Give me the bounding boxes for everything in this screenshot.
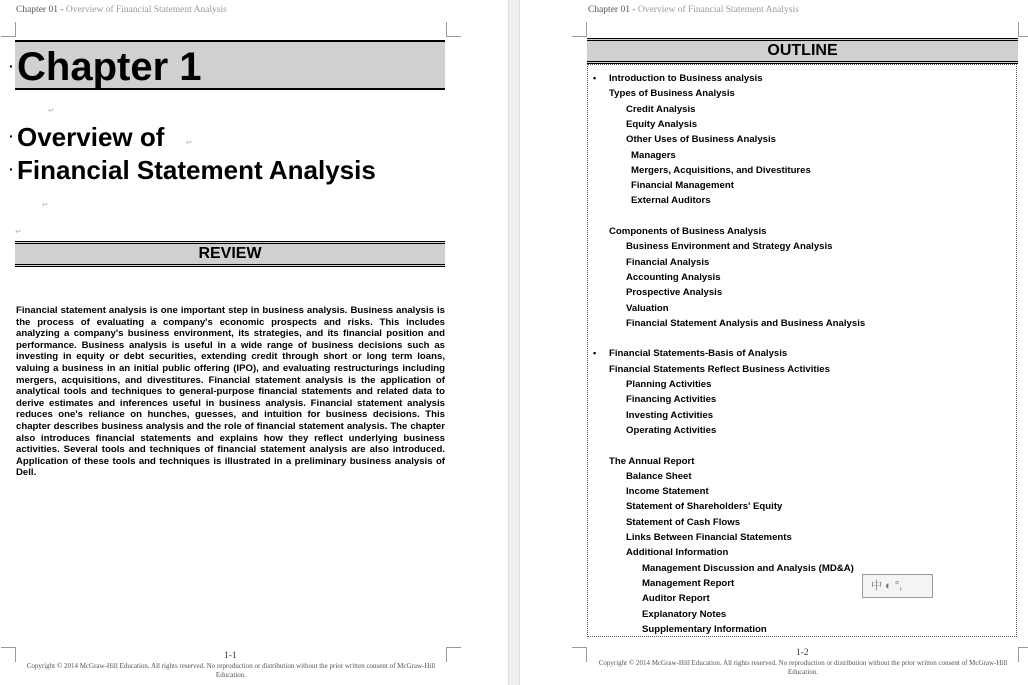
outline-item[interactable]: Introduction to Business analysis	[609, 73, 763, 84]
outline-item[interactable]: Management Discussion and Analysis (MD&A)	[642, 562, 854, 574]
paragraph-mark-icon: ·	[9, 161, 14, 177]
outline-item[interactable]: The Annual Report	[609, 455, 695, 467]
outline-item[interactable]: Auditor Report	[642, 593, 710, 605]
outline-item[interactable]: Equity Analysis	[626, 118, 698, 130]
outline-item[interactable]: External Auditors	[631, 195, 711, 207]
crop-mark-bottom-right	[446, 647, 461, 662]
outline-item[interactable]: Valuation	[626, 302, 669, 314]
crop-mark-top-left	[572, 22, 587, 37]
outline-item[interactable]: Explanatory Notes	[642, 608, 727, 620]
return-mark-icon: ↵	[48, 106, 55, 115]
return-mark-icon: ↵	[42, 200, 49, 209]
chapter-title-band	[15, 40, 445, 90]
ime-toolbar-label: 中 ◐ °,	[871, 580, 903, 592]
crop-mark-bottom-right	[1018, 647, 1028, 662]
crop-mark-top-left	[1, 22, 16, 37]
outline-item[interactable]: Financial Management	[631, 180, 734, 192]
header-subtitle: Overview of Financial Statement Analysis	[65, 5, 227, 15]
review-paragraph[interactable]: Financial statement analysis is one important step in business analysis. Business analysis is the process of evaluating a company's economic prospects and risks. This includes analyzing a company's business environment, its strategies, and its financial position and performance. Business analysis is useful in a wide range of business decisions such as investing in equity or debt securities, extending credit through short or long term loans, valuing a business in an initial public offering (IPO), and evaluating restructurings including mergers, acquisitions, and divestitures. Financial statement analysis is the application of analytical tools and techniques to general-purpose financial statements and related data to derive estimates and inferences useful in business analysis. Financial statement analysis reduces one's reliance on hunches, guesses, and intuition for business decisions. This chapter describes business analysis and the role of financial statement analysis. The chapter also introduces financial statements and explains how they reflect underlying business activities. Several tools and techniques of financial statement analysis are also introduced. Application of these tools and techniques is illustrated in a preliminary business analysis of Dell.	[16, 305, 445, 479]
outline-item[interactable]: Prospective Analysis	[626, 287, 723, 299]
crop-mark-top-right	[446, 22, 461, 37]
outline-item[interactable]: Financial Statement Analysis and Business Analysis	[626, 317, 866, 329]
outline-item[interactable]: Accounting Analysis	[626, 271, 721, 283]
outline-item[interactable]: Credit Analysis	[626, 103, 696, 115]
outline-item[interactable]: Operating Activities	[626, 424, 717, 436]
running-header	[588, 5, 799, 15]
outline-item[interactable]: Mergers, Acquisitions, and Divestitures	[631, 164, 811, 176]
outline-item[interactable]: Financing Activities	[626, 394, 717, 406]
outline-item[interactable]: Financial Analysis	[626, 256, 710, 268]
outline-item[interactable]: Managers	[631, 149, 676, 161]
outline-item[interactable]: Financial Statements-Basis of Analysis	[609, 348, 788, 360]
outline-item[interactable]: Additional Information	[626, 547, 729, 559]
review-heading[interactable]: REVIEW	[198, 245, 262, 262]
outline-item[interactable]: Components of Business Analysis	[609, 226, 767, 237]
outline-item[interactable]: Income Statement	[626, 486, 709, 498]
outline-item[interactable]: Planning Activities	[626, 379, 712, 390]
outline-bullet-icon: ▪	[593, 348, 597, 359]
outline-item[interactable]: Links Between Financial Statements	[626, 532, 792, 543]
review-heading-band	[15, 241, 445, 267]
copyright-notice: Copyright © 2014 McGraw-Hill Education. All rights reserved. No reproduction or distribution without the prior written consent of McGraw-Hill Education.	[26, 662, 436, 679]
crop-mark-bottom-left	[1, 647, 16, 662]
running-header	[16, 5, 227, 15]
return-mark-icon: ↵	[15, 227, 22, 236]
outline-bullet-icon: •	[593, 73, 597, 83]
page-number: 1-2	[796, 648, 809, 658]
header-chapter: Chapter 01 -	[16, 5, 66, 15]
paragraph-mark-icon: ·	[9, 58, 14, 74]
subtitle-line-1[interactable]: Overview of	[17, 122, 165, 152]
return-mark-icon: ↵	[186, 138, 193, 147]
outline-item[interactable]: Management Report	[642, 577, 735, 589]
document-page-left	[0, 0, 508, 685]
copyright-notice: Copyright © 2014 McGraw-Hill Education. All rights reserved. No reproduction or distribution without the prior written consent of McGraw-Hill Education.	[598, 659, 1008, 676]
ime-toolbar[interactable]	[862, 574, 933, 598]
chapter-title[interactable]: Chapter 1	[17, 45, 202, 89]
outline-item[interactable]: Statement of Cash Flows	[626, 516, 741, 528]
outline-item[interactable]: Investing Activities	[626, 409, 714, 421]
paragraph-mark-icon: ·	[9, 128, 14, 144]
header-chapter: Chapter 01 -	[588, 5, 638, 15]
outline-heading-band	[587, 38, 1018, 64]
outline-item[interactable]: Types of Business Analysis	[609, 88, 735, 100]
outline-item[interactable]: Supplementary Information	[642, 623, 767, 635]
outline-item[interactable]: Other Uses of Business Analysis	[626, 134, 777, 146]
crop-mark-top-right	[1018, 22, 1028, 37]
page-number: 1-1	[224, 651, 237, 661]
crop-mark-bottom-left	[572, 647, 587, 662]
subtitle-line-2[interactable]: Financial Statement Analysis	[17, 155, 376, 185]
header-subtitle: Overview of Financial Statement Analysis	[637, 5, 799, 15]
outline-heading[interactable]: OUTLINE	[767, 42, 838, 59]
outline-item[interactable]: Statement of Shareholders' Equity	[626, 501, 783, 513]
page-gutter	[508, 0, 520, 685]
outline-item[interactable]: Business Environment and Strategy Analysis	[626, 241, 833, 253]
outline-item[interactable]: Balance Sheet	[626, 470, 692, 482]
outline-item[interactable]: Financial Statements Reflect Business Activities	[609, 363, 830, 375]
